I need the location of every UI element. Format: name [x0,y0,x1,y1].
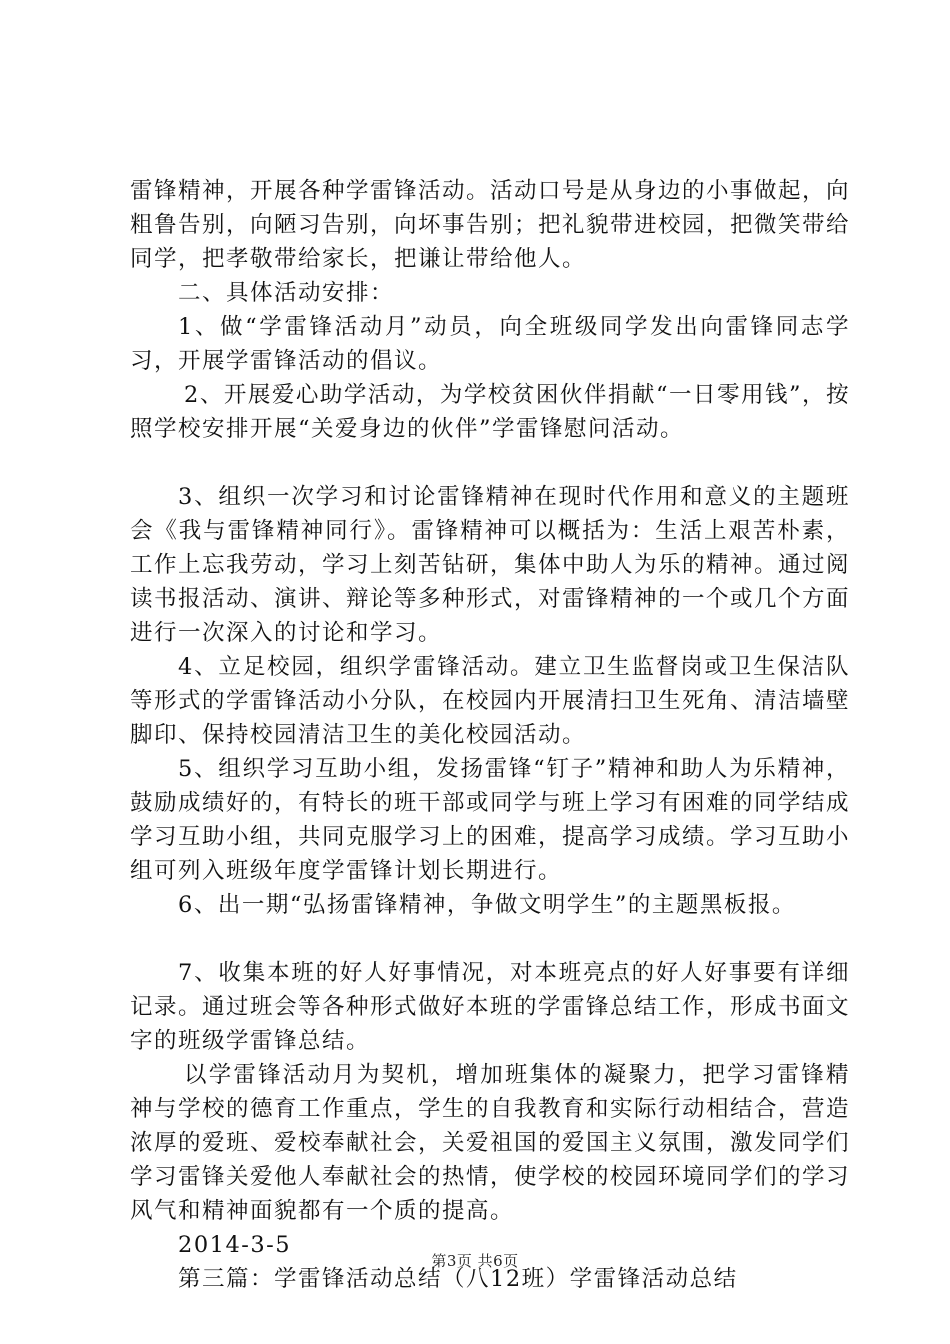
paragraph-item-4: 4、立足校园，组织学雷锋活动。建立卫生监督岗或卫生保洁队等形式的学雷锋活动小分队，在校园内开展清扫卫生死角、清洁墙壁脚印、保持校园清洁卫生的美化校园活动。 [130,654,851,748]
paragraph-conclusion: 以学雷锋活动月为契机，增加班集体的凝聚力，把学习雷锋精神与学校的德育工作重点，学生的自我教育和实际行动相结合，营造浓厚的爱班、爱校奉献社会，关爱祖国的爱国主义氛围，激发同学们学习雷锋关爱他人奉献社会的热情，使学校的校园环境同学们的学习风气和精神面貌都有一个质的提高。 [130,1062,851,1224]
page-footer: 第3页 共6页 [431,1252,519,1270]
document-date: 2014-3-5 [178,1232,292,1258]
paragraph-intro: 雷锋精神，开展各种学雷锋活动。活动口号是从身边的小事做起，向粗鲁告别，向陋习告别，向坏事告别；把礼貌带进校园，把微笑带给同学，把孝敬带给家长，把谦让带给他人。 [130,178,851,272]
paragraph-item-5: 5、组织学习互助小组，发扬雷锋“钉子”精神和助人为乐精神，鼓励成绩好的，有特长的班干部或同学与班上学习有困难的同学结成学习互助小组，共同克服学习上的困难，提高学习成绩。学习互助小组可列入班级年度学雷锋计划长期进行。 [130,756,851,884]
next-section-title: 第三篇：学雷锋活动总结（八12班）学雷锋活动总结 [178,1266,738,1292]
paragraph-item-2: 2、开展爱心助学活动，为学校贫困伙伴捐献“一日零用钱”，按照学校安排开展“关爱身边的伙伴”学雷锋慰问活动。 [130,382,850,442]
paragraph-item-6: 6、出一期“弘扬雷锋精神，争做文明学生”的主题黑板报。 [178,892,796,918]
paragraph-item-7: 7、收集本班的好人好事情况，对本班亮点的好人好事要有详细记录。通过班会等各种形式做好本班的学雷锋总结工作，形成书面文字的班级学雷锋总结。 [130,960,851,1054]
paragraph-item-3: 3、组织一次学习和讨论雷锋精神在现时代作用和意义的主题班会《我与雷锋精神同行》。雷锋精神可以概括为：生活上艰苦朴素，工作上忘我劳动，学习上刻苦钻研，集体中助人为乐的精神。通过阅读书报活动、演讲、辩论等多种形式，对雷锋精神的一个或几个方面进行一次深入的讨论和学习。 [130,484,851,646]
paragraph-item-1: 1、做“学雷锋活动月”动员，向全班级同学发出向雷锋同志学习，开展学雷锋活动的倡议。 [130,314,850,374]
document-body [130,174,850,1296]
section-heading: 二、具体活动安排： [178,280,395,306]
